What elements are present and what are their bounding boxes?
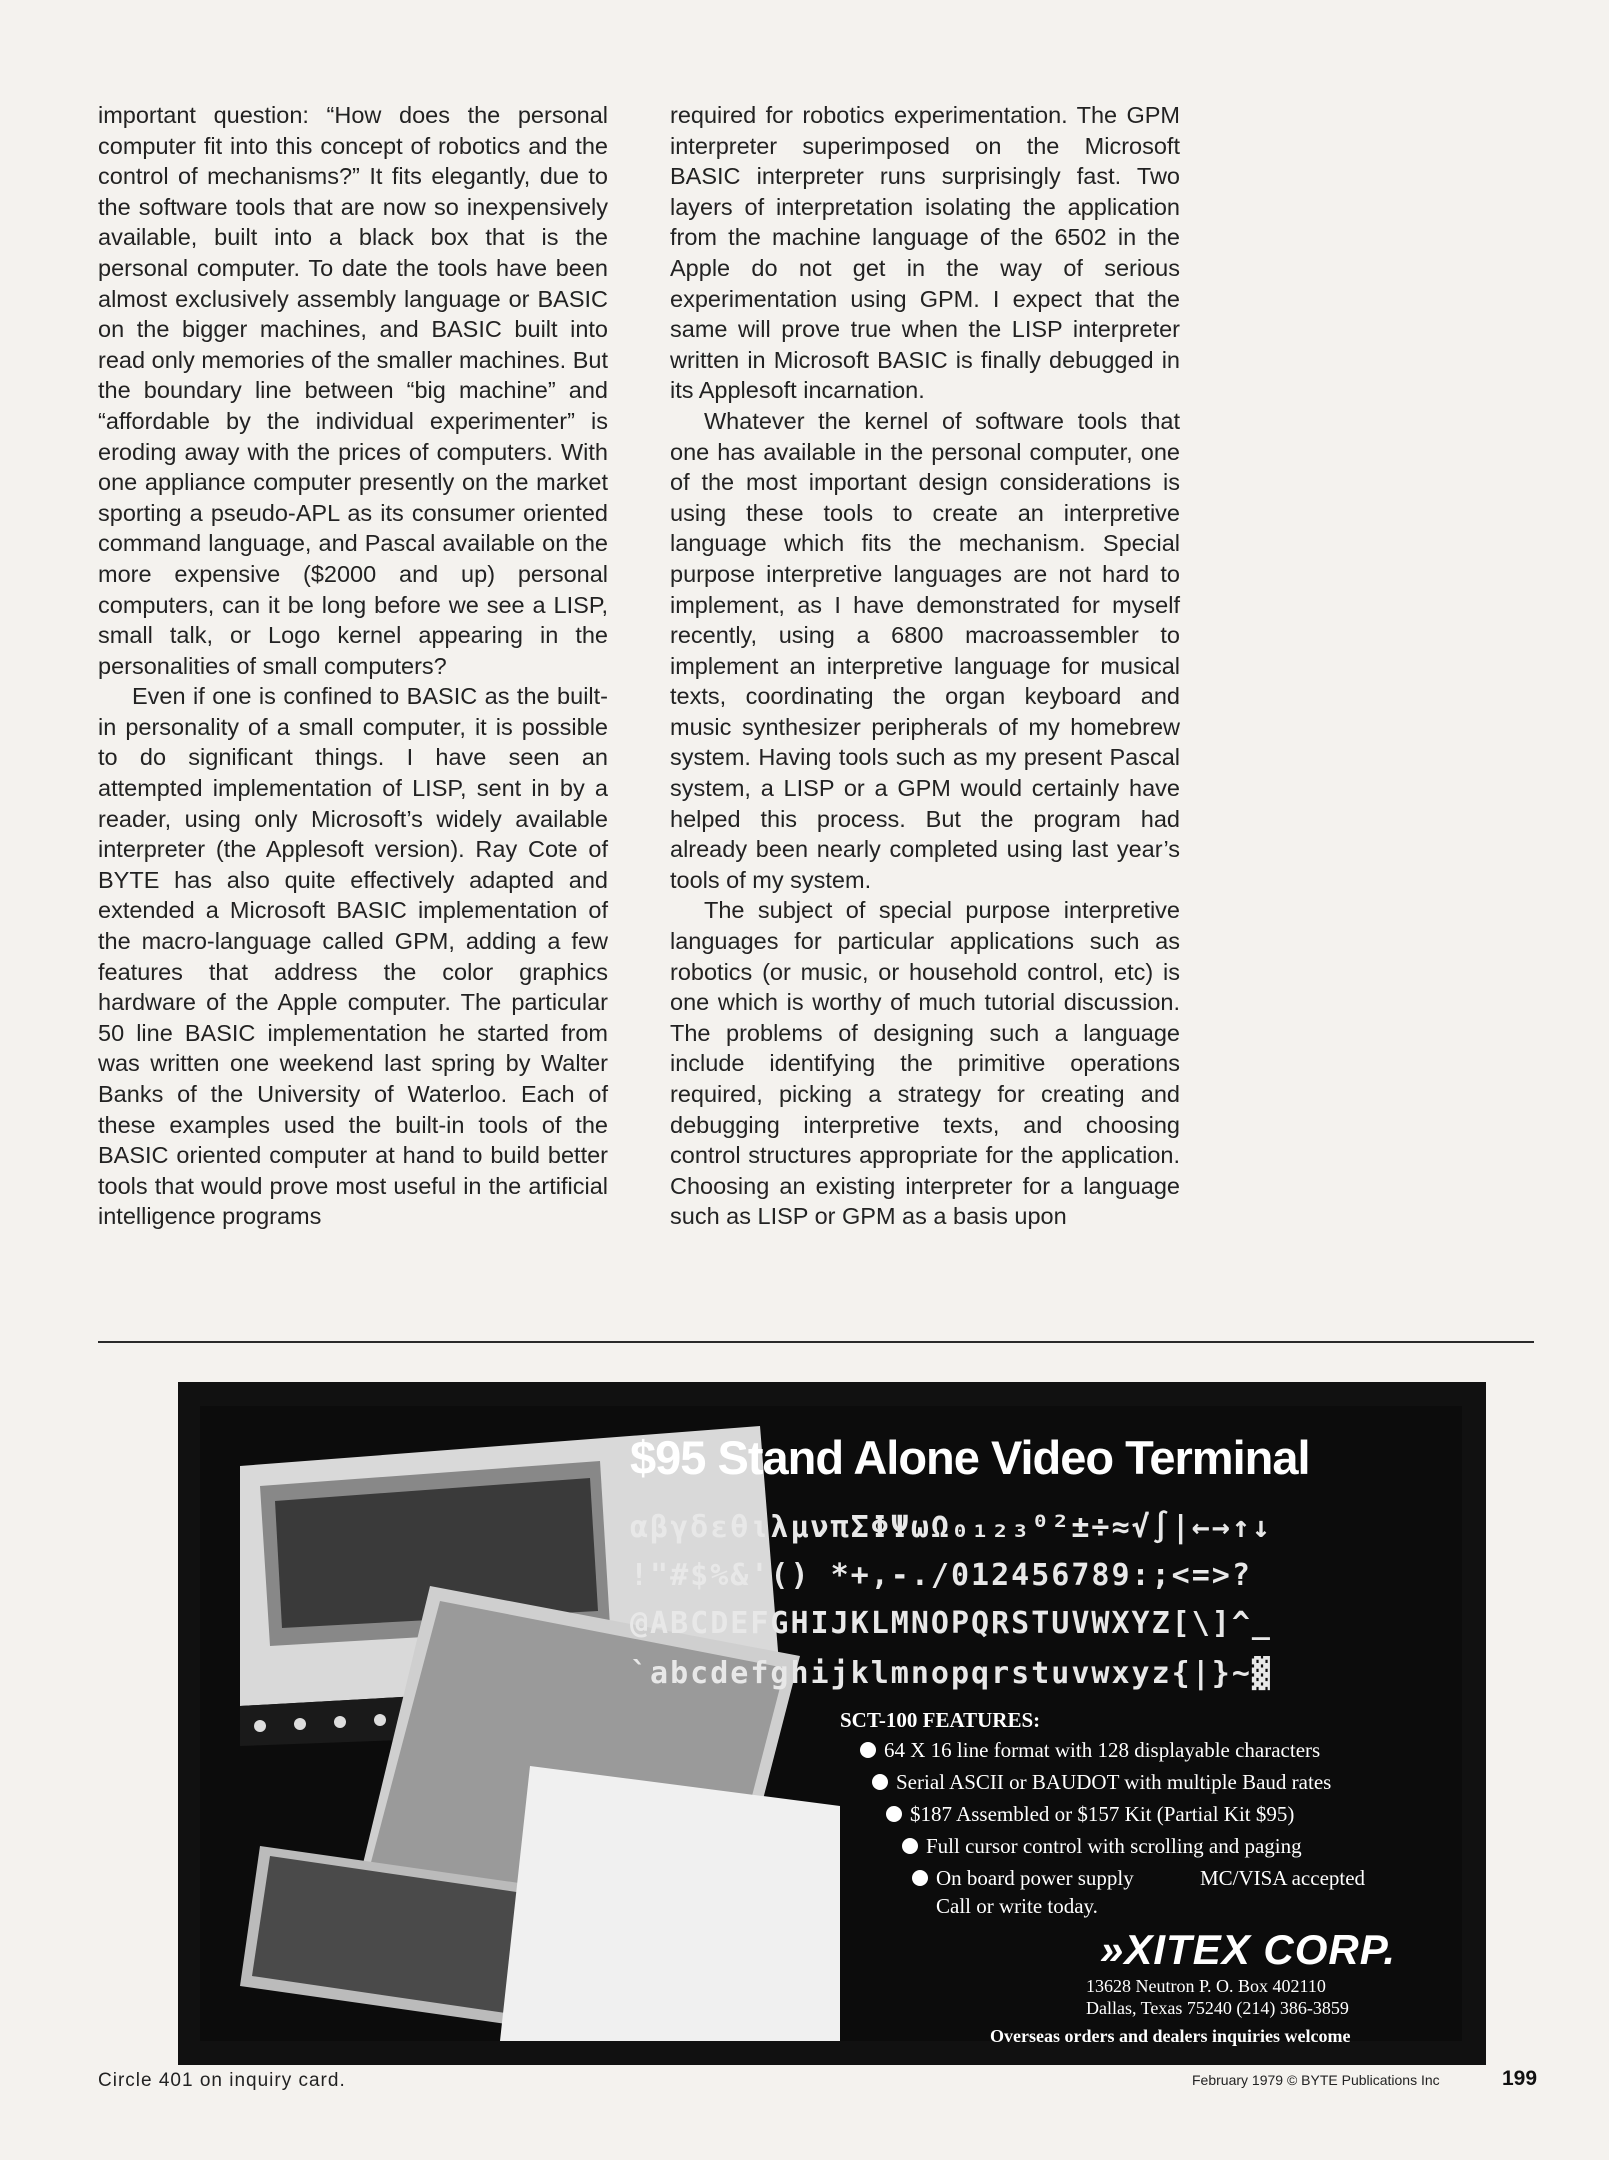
advertisement	[178, 1382, 1486, 2065]
feature-item	[886, 1802, 1294, 1827]
ad-title: $95 Stand Alone Video Terminal	[630, 1431, 1310, 1484]
call-to-action: Call or write today.	[936, 1894, 1098, 1918]
feature-item	[912, 1866, 1134, 1891]
inquiry-note: Circle 401 on inquiry card.	[98, 2070, 346, 2091]
bullet-icon	[912, 1870, 928, 1886]
feature-text: Serial ASCII or BAUDOT with multiple Baud rates	[896, 1770, 1332, 1794]
article-paragraph: Even if one is confined to BASIC as the built-in personality of a small computer, it is possible to do significant things. I have seen an attempted implementation of LISP, sent in by a reader, using only Microsoft’s widely available interpreter (the Applesoft version). Ray Cote of BYTE has also quite effectively adapted and extended a Microsoft BASIC implementation of the macro-language called GPM, adding a few features that address the color graphics hardware of the Apple computer. The particular 50 line BASIC implementation he started from was written one weekend last spring by Walter Banks of the University of Waterloo. Each of these examples used the built-in tools of the BASIC oriented computer at hand to build better tools that would prove most useful in the artificial intelligence programs	[98, 683, 608, 1230]
bullet-icon	[872, 1774, 888, 1790]
overseas-note: Overseas orders and dealers inquiries welcome	[990, 2026, 1351, 2046]
article-paragraph: Whatever the kernel of software tools that one has available in the personal computer, one of the most important design considerations is using these tools to create an interpretive language which fits the mechanism. Special purpose interpretive languages are not hard to implement, as I have demonstrated for myself recently, using a 6800 macroassembler to implement an interpretive language for musical texts, coordinating the organ keyboard and music synthesizer peripherals of my homebrew system. Having tools such as my present Pascal system, a LISP or a GPM would certainly have helped this process. But the program had already been nearly completed using last year’s tools of my system.	[670, 407, 1180, 893]
article-paragraph: important question: “How does the personal computer fit into this concept of robotics and the control of mechanisms?” It fits elegantly, due to the software tools that are now so inexpensively available, built into a black box that is the personal computer. To date the tools have been almost exclusively assembly language or BASIC on the bigger machines, and BASIC built into read only memories of the smaller machines. But the boundary line between “big machine” and “affordable by the individual experimenter” is eroding away with the prices of computers. With one appliance computer presently on the market sporting a pseudo-APL as its consumer oriented command language, and Pascal available on the more expensive ($2000 and up) personal computers, can it be long before we see a LISP, small talk, or Logo kernel appearing in the personalities of small computers?	[98, 102, 608, 679]
terminal-product-photo	[200, 1406, 840, 2041]
charset-line: !"#$%&'() *+,-./012456789:;<=>?	[630, 1558, 1252, 1593]
article-paragraph: The subject of special purpose interpretive languages for particular applications such as robotics (or music, or household control, etc) is one which is worthy of much tutorial discussion. The problems of designing such a language include identifying the primitive operations required, picking a strategy for creating and debugging interpretive texts, and choosing control structures appropriate for the application. Choosing an existing interpreter for a language such as LISP or GPM as a basis upon	[670, 897, 1180, 1230]
address-line: 13628 Neutron P. O. Box 402110	[1086, 1976, 1326, 1996]
bullet-icon	[886, 1806, 902, 1822]
article-column-left	[98, 100, 608, 1232]
payment-note: MC/VISA accepted	[1200, 1866, 1366, 1890]
article-column-right	[670, 100, 1180, 1232]
feature-text: Full cursor control with scrolling and paging	[926, 1834, 1302, 1858]
advertisement-panel	[200, 1406, 1462, 2046]
company-logo: »XITEX CORP.	[1100, 1926, 1396, 1973]
feature-text: 64 X 16 line format with 128 displayable characters	[884, 1738, 1321, 1762]
charset-line: @ABCDEFGHIJKLMNOPQRSTUVWXYZ[\]^_	[630, 1606, 1272, 1641]
publication-line: February 1979 © BYTE Publications Inc	[1192, 2072, 1440, 2088]
feature-text: $187 Assembled or $157 Kit (Partial Kit $95)	[910, 1802, 1295, 1826]
features-heading: SCT-100 FEATURES:	[840, 1708, 1041, 1732]
feature-item	[860, 1738, 1320, 1763]
section-divider	[98, 1341, 1534, 1343]
charset-line: `abcdefghijklmnopqrstuvwxyz{|}~▓	[630, 1656, 1272, 1691]
feature-item	[902, 1834, 1302, 1859]
address-line: Dallas, Texas 75240 (214) 386-3859	[1086, 1998, 1349, 2018]
feature-text: On board power supply	[936, 1866, 1134, 1890]
charset-line: αβγδεθιλμνπΣΦΨωΩ₀₁₂₃⁰²±÷≈√∫|←→↑↓	[630, 1510, 1272, 1545]
bullet-icon	[860, 1742, 876, 1758]
feature-item	[872, 1770, 1331, 1795]
article-paragraph: required for robotics experimentation. The GPM interpreter superimposed on the Microsoft BASIC interpreter runs surprisingly fast. Two layers of interpretation isolating the application from the machine language of the 6502 in the Apple do not get in the way of serious experimentation using GPM. I expect that the same will prove true when the LISP interpreter written in Microsoft BASIC is finally debugged in its Applesoft incarnation.	[670, 102, 1180, 404]
page-number: 199	[1502, 2067, 1538, 2090]
bullet-icon	[902, 1838, 918, 1854]
